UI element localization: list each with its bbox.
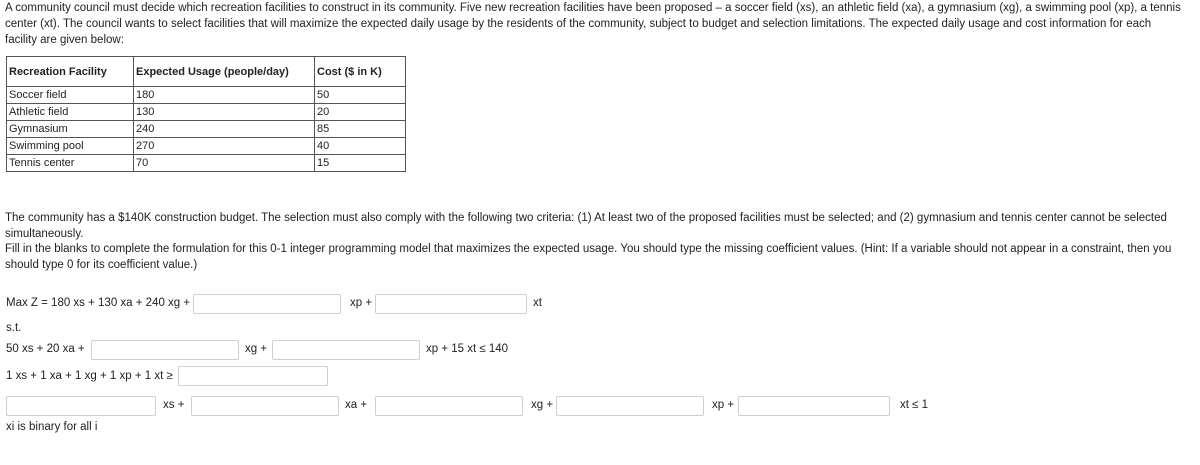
exclusion-xa-label: xa +	[345, 399, 368, 411]
table-row	[7, 87, 406, 104]
count-rhs-input[interactable]	[178, 366, 328, 386]
exclusion-xa-coefficient-input[interactable]	[191, 396, 339, 416]
budget-xg-coefficient-input[interactable]	[91, 340, 239, 360]
exclusion-xp-coefficient-input[interactable]	[556, 396, 704, 416]
exclusion-xs-coefficient-input[interactable]	[6, 396, 156, 416]
table-row	[7, 138, 406, 155]
count-constraint-prefix: 1 xs + 1 xa + 1 xg + 1 xp + 1 xt ≥	[6, 370, 173, 382]
cell-cost: 50	[315, 87, 406, 104]
exclusion-xg-coefficient-input[interactable]	[375, 396, 523, 416]
exclusion-xs-label: xs +	[163, 399, 185, 411]
objective-xt-coefficient-input[interactable]	[375, 294, 527, 314]
exclusion-xp-label: xp +	[712, 399, 735, 411]
problem-intro: A community council must decide which recreation facilities to construct in its community. Five new recreation facilities have been proposed – a soccer field (xs), an athletic field (xa), a gymnasium (xg), a swimming pool (xp), a tennis center (xt). The council wants to select facilities that will maximize the expected daily usage by the residents of the community, subject to budget and selection limitations. The expected daily usage and cost information for each facility are given below:	[5, 2, 1181, 46]
problem-criteria: The community has a $140K construction budget. The selection must also comply with the following two criteria: (1) At least two of the proposed facilities must be selected; and (2) gymnasium and tennis center cannot be selected simultaneously.	[5, 212, 1167, 240]
binary-statement: xi is binary for all i	[6, 421, 98, 433]
table-row	[7, 121, 406, 138]
table-row	[7, 104, 406, 121]
budget-constraint-end: xp + 15 xt ≤ 140	[426, 343, 509, 355]
cell-facility: Tennis center	[7, 155, 134, 172]
facilities-table	[6, 56, 406, 172]
cell-facility: Swimming pool	[7, 138, 134, 155]
budget-constraint-prefix: 50 xs + 20 xa +	[6, 343, 85, 355]
subject-to-label: s.t.	[6, 322, 22, 334]
cell-usage: 70	[134, 155, 315, 172]
table-header-row	[7, 57, 406, 87]
header-usage: Expected Usage (people/day)	[134, 57, 315, 87]
cell-usage: 130	[134, 104, 315, 121]
cell-usage: 270	[134, 138, 315, 155]
budget-xp-coefficient-input[interactable]	[272, 340, 420, 360]
cell-cost: 20	[315, 104, 406, 121]
header-cost: Cost ($ in K)	[315, 57, 406, 87]
cell-facility: Gymnasium	[7, 121, 134, 138]
cell-usage: 240	[134, 121, 315, 138]
exclusion-xt-coefficient-input[interactable]	[738, 396, 890, 416]
cell-facility: Athletic field	[7, 104, 134, 121]
objective-xp-label: xp +	[350, 297, 373, 309]
table-row	[7, 155, 406, 172]
exclusion-constraint-end: xt ≤ 1	[900, 399, 929, 411]
objective-xp-coefficient-input[interactable]	[193, 294, 341, 314]
cell-cost: 85	[315, 121, 406, 138]
objective-prefix: Max Z = 180 xs + 130 xa + 240 xg +	[6, 297, 191, 309]
cell-cost: 15	[315, 155, 406, 172]
cell-usage: 180	[134, 87, 315, 104]
budget-xg-label: xg +	[245, 343, 268, 355]
cell-facility: Soccer field	[7, 87, 134, 104]
header-facility: Recreation Facility	[7, 57, 134, 87]
exclusion-xg-label: xg +	[531, 399, 554, 411]
objective-xt-label: xt	[533, 297, 542, 309]
cell-cost: 40	[315, 138, 406, 155]
problem-instructions: Fill in the blanks to complete the formulation for this 0-1 integer programming model that maximizes the expected usage. You should type the missing coefficient values. (Hint: If a variable should not appear in a constraint, then you should type 0 for its coefficient value.)	[5, 243, 1172, 271]
